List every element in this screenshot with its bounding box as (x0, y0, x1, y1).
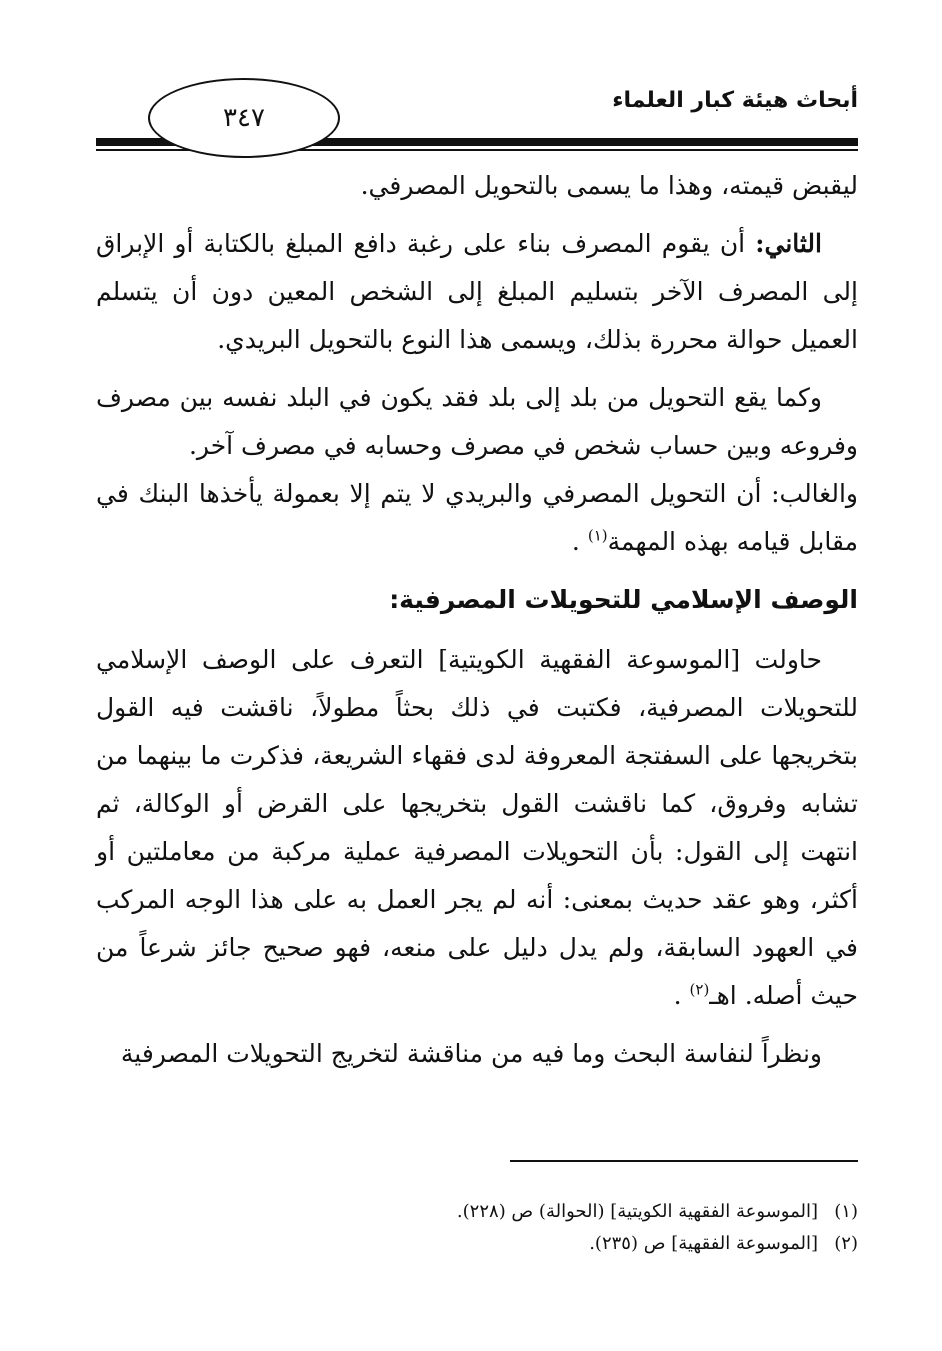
footnote-1 (96, 1196, 858, 1228)
paragraph-2 (96, 220, 858, 364)
paragraph-4-text: والغالب: أن التحويل المصرفي والبريدي لا يتم إلا بعمولة يأخذها البنك في مقابل قيامه بهذه المهمة (96, 479, 858, 556)
paragraph-3: وكما يقع التحويل من بلد إلى بلد فقد يكون في البلد نفسه بين مصرف وفروعه وبين حساب شخص في مصرف وحسابه في مصرف آخر. (96, 383, 858, 460)
footnote-2 (96, 1228, 858, 1260)
paragraph-4-end: . (571, 527, 580, 556)
footnote-text: [الموسوعة الفقهية الكويتية] (الحوالة) ص (٢٢٨). (456, 1201, 818, 1222)
paragraph-5 (96, 636, 858, 1020)
page-number: ٣٤٧ (148, 78, 340, 158)
footnote-number: (٢) (834, 1233, 858, 1254)
footnote-text: [الموسوعة الفقهية] ص (٢٣٥). (589, 1233, 818, 1254)
running-title: أبحاث هيئة كبار العلماء (612, 88, 858, 113)
footnote-ref-1[interactable]: (١) (587, 526, 608, 545)
footnote-ref-2[interactable]: (٢) (689, 980, 710, 999)
body-text (96, 162, 858, 1088)
section-heading: الوصف الإسلامي للتحويلات المصرفية: (389, 585, 858, 614)
paragraph-1: ليقبض قيمته، وهذا ما يسمى بالتحويل المصرفي. (360, 171, 858, 200)
page-header (96, 78, 858, 158)
paragraph-2-text: أن يقوم المصرف بناء على رغبة دافع المبلغ بالكتابة أو الإبراق إلى المصرف الآخر بتسليم المبلغ إلى الشخص المعين دون أن يتسلم العميل حوالة محررة بذلك، ويسمى هذا النوع بالتحويل البريدي. (96, 229, 858, 354)
footnote-number: (١) (834, 1201, 858, 1222)
paragraph-5-end: . (673, 981, 682, 1010)
paragraph-4 (96, 470, 858, 566)
paragraph-2-lead: الثاني: (755, 229, 822, 258)
footnotes (96, 1196, 858, 1260)
footnote-separator (510, 1160, 858, 1162)
paragraph-5-text: حاولت [الموسوعة الفقهية الكويتية] التعرف على الوصف الإسلامي للتحويلات المصرفية، فكتبت في ذلك بحثاً مطولاً، ناقشت فيه القول بتخريجها على السفتجة المعروفة لدى فقهاء الشريعة، فذكرت ما بينهما من تشابه وفروق، كما ناقشت القول بتخريجها على القرض أو الوكالة، ثم انتهت إلى القول: بأن التحويلات المصرفية عملية مركبة من معاملتين أو أكثر، وهو عقد حديث بمعنى: أنه لم يجر العمل به على هذا الوجه المركب في العهود السابقة، ولم يدل دليل على منعه، فهو صحيح جائز شرعاً من حيث أصله. اهـ (96, 645, 858, 1010)
paragraph-6: ونظراً لنفاسة البحث وما فيه من مناقشة لتخريج التحويلات المصرفية (120, 1039, 822, 1068)
